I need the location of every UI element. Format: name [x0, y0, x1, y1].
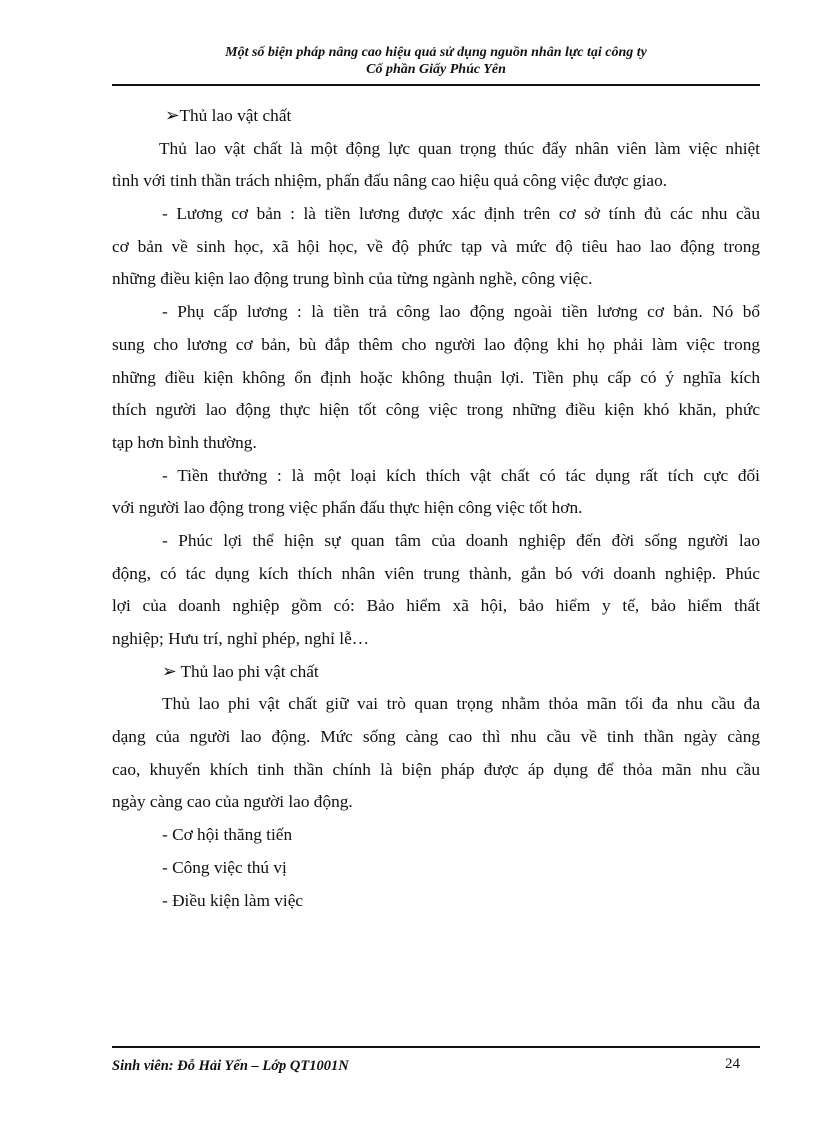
- text-line: nghiệp; Hưu trí, nghỉ phép, nghỉ lễ…: [112, 629, 370, 648]
- text-line: sung cho lương cơ bản, bù đắp thêm cho người lao động khi họ phải làm việc trong: [112, 334, 760, 354]
- text-line: - Phúc lợi thể hiện sự quan tâm của doanh nghiệp đến đời sống người lao: [162, 530, 760, 550]
- text-line: Thủ lao vật chất là một động lực quan trọng thúc đẩy nhân viên làm việc nhiệt: [159, 138, 760, 158]
- text-line: tạp hơn bình thường.: [112, 432, 257, 452]
- text-line: - Phụ cấp lương : là tiền trả công lao động ngoài tiền lương cơ bản. Nó bổ: [162, 302, 760, 322]
- text-line: cơ bản về sinh học, xã hội học, về độ phức tạp và mức độ tiêu hao lao động trong: [112, 236, 760, 256]
- paragraph-salary-allowance: [112, 296, 760, 459]
- list-item: - Cơ hội thăng tiến: [162, 825, 293, 845]
- page-number: 24: [725, 1056, 740, 1072]
- paragraph-material-pay-intro: [112, 133, 760, 198]
- header-divider: [112, 84, 760, 86]
- section-heading-non-material-pay: ➢ Thủ lao phi vật chất: [162, 661, 319, 681]
- paragraph-non-material-pay: [112, 688, 760, 819]
- text-line: tình với tinh thần trách nhiệm, phấn đấu nâng cao hiệu quả công việc được giao.: [112, 171, 668, 191]
- header-title-line-1: Một số biện pháp nâng cao hiệu quả sử dụng nguồn nhân lực tại công ty: [225, 45, 647, 60]
- paragraph-welfare: [112, 525, 760, 656]
- non-material-list: [112, 819, 760, 917]
- text-line: dạng của người lao động. Mức sống càng cao thì nhu cầu về tinh thần ngày càng: [112, 727, 760, 747]
- list-item: - Điều kiện làm việc: [162, 890, 304, 910]
- list-item: - Công việc thú vị: [162, 857, 287, 877]
- text-line: với người lao động trong việc phấn đấu thực hiện công việc tốt hơn.: [112, 498, 583, 518]
- text-line: - Lương cơ bản : là tiền lương được xác định trên cơ sở tính đủ các nhu cầu: [162, 204, 760, 224]
- text-line: những điều kiện không ổn định hoặc không thuận lợi. Tiền phụ cấp có ý nghĩa kích: [112, 367, 760, 387]
- text-line: thích người lao động thực hiện tốt công việc trong những điều kiện khó khăn, phức: [112, 400, 760, 420]
- text-line: Thủ lao phi vật chất giữ vai trò quan trọng nhằm thỏa mãn tối đa nhu cầu đa: [162, 694, 760, 714]
- section-heading-material-pay: ➢Thủ lao vật chất: [165, 106, 292, 125]
- paragraph-basic-salary: [112, 198, 760, 296]
- text-line: ngày càng cao của người lao động.: [112, 792, 353, 812]
- text-line: - Tiền thưởng : là một loại kích thích vật chất có tác dụng rất tích cực đối: [162, 465, 760, 485]
- text-line: cao, khuyến khích tinh thần chính là biện pháp được áp dụng để thỏa mãn nhu cầu: [112, 759, 760, 779]
- running-header: [112, 44, 760, 78]
- header-title-line-2: Cổ phần Giấy Phúc Yên: [366, 62, 506, 77]
- text-line: lợi của doanh nghiệp gồm có: Bảo hiểm xã hội, bảo hiểm y tế, bảo hiểm thất: [112, 596, 760, 616]
- page-body: [112, 100, 760, 917]
- text-line: những điều kiện lao động trung bình của từng ngành nghề, công việc.: [112, 269, 593, 289]
- text-line: động, có tác dụng kích thích nhân viên trung thành, gắn bó với doanh nghiệp. Phúc: [112, 563, 760, 583]
- footer-divider: [112, 1046, 760, 1048]
- paragraph-bonus: [112, 460, 760, 525]
- footer-student-info: Sinh viên: Đỗ Hải Yến – Lớp QT1001N: [112, 1058, 349, 1074]
